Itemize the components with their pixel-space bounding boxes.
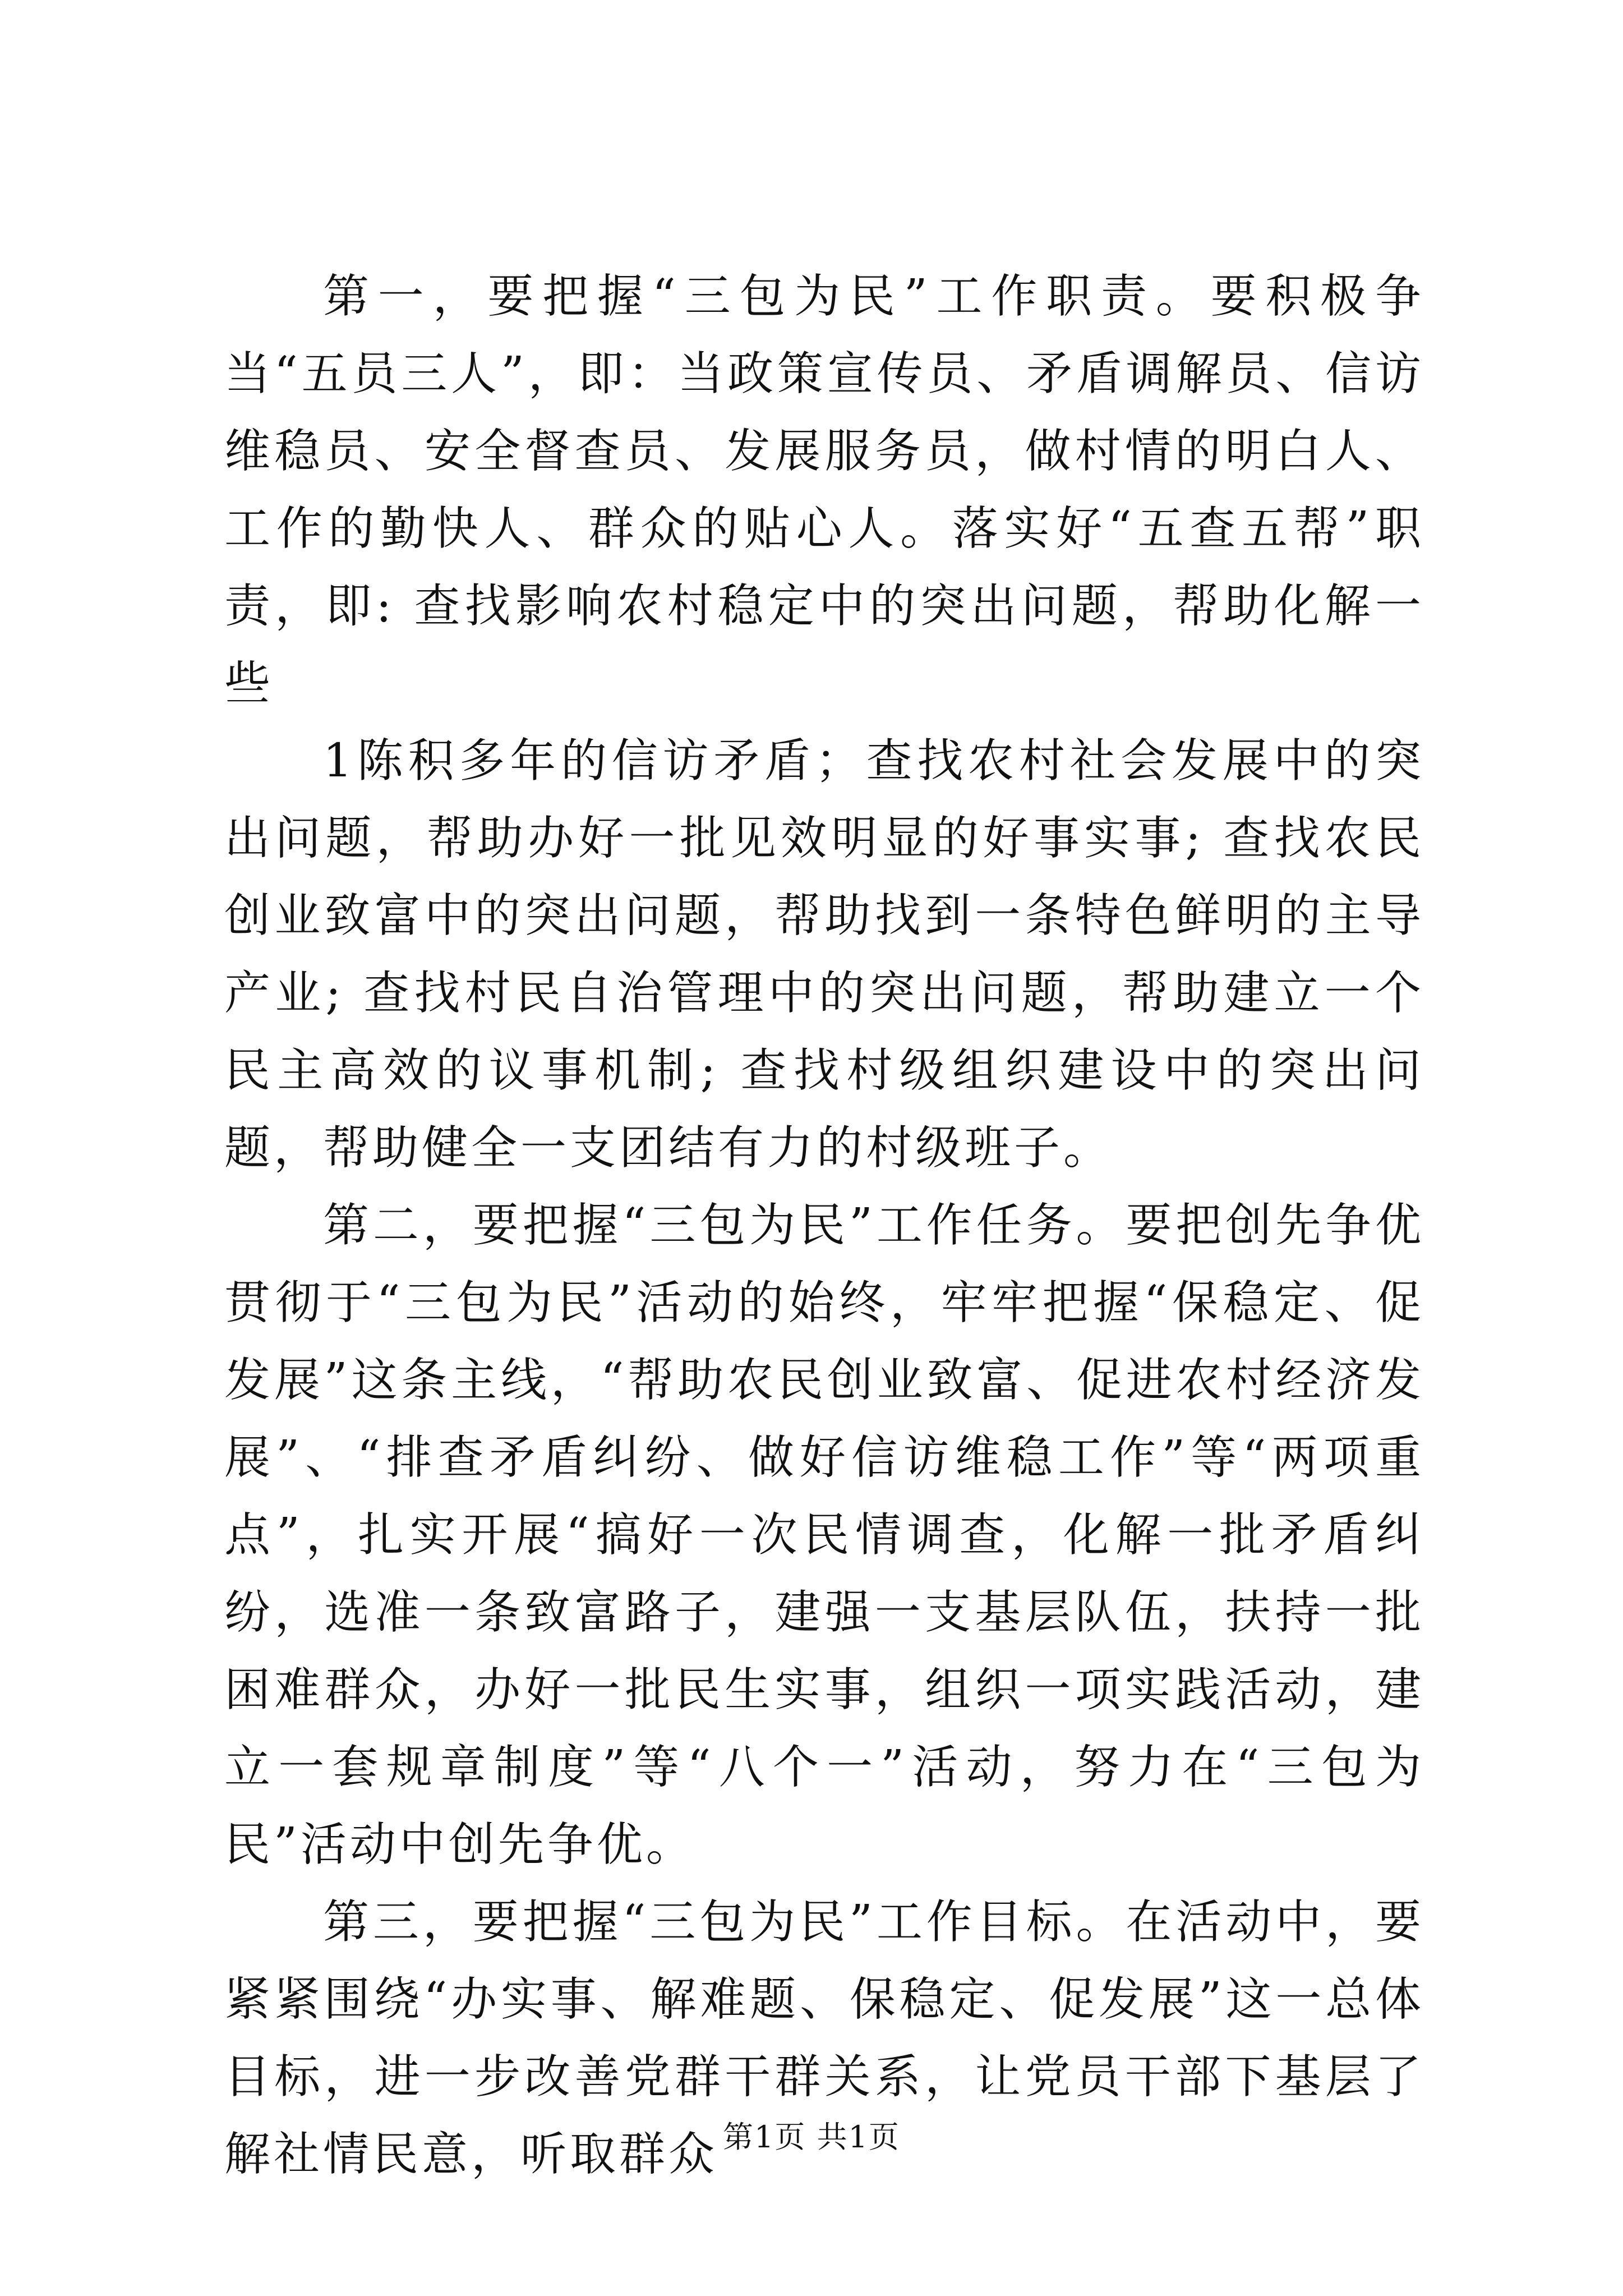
paragraph-1: 第一，要把握“三包为民”工作职责。要积极争当“五员三人”，即：当政策宣传员、矛盾调解员、信访维稳员、安全督查员、发展服务员，做村情的明白人、工作的勤快人、群众的贴心人。落实好“五查五帮”职责，即: 查找影响农村稳定中的突出问题，帮助化解一些 [224,270,1424,710]
paragraph-4: 第三，要把握“三包为民”工作目标。在活动中，要紧紧围绕“办实事、解难题、保稳定、促发展”这一总体目标，进一步改善党群干群关系，让党员干部下基层了解社情民意，听取群众 [224,1895,1424,2181]
paragraph-3: 第二，要把握“三包为民”工作任务。要把创先争优贯彻于“三包为民”活动的始终，牢牢把握“保稳定、促发展”这条主线，“帮助农民创业致富、促进农村经济发展”、“排查矛盾纠纷、做好信访维稳工作”等“两项重点”，扎实开展“搞好一次民情调查，化解一批矛盾纠纷，选准一条致富路子，建强一支基层队伍，扶持一批困难群众，办好一批民生实事，组织一项实践活动，建立一套规章制度”等“八个一”活动，努力在“三包为民”活动中创先争优。 [224,1199,1424,1871]
body-text [224,258,1424,2193]
page-footer: 第1页 共1页 [723,2119,900,2155]
paragraph-2: 1陈积多年的信访矛盾；查找农村社会发展中的突出问题，帮助办好一批见效明显的好事实事; 查找农民创业致富中的突出问题，帮助找到一条特色鲜明的主导产业; 查找村民自治管理中的突出问题，帮助建立一个民主高效的议事机制; 查找村级组织建设中的突出问题，帮助健全一支团结有力的村级班子。 [224,734,1424,1175]
